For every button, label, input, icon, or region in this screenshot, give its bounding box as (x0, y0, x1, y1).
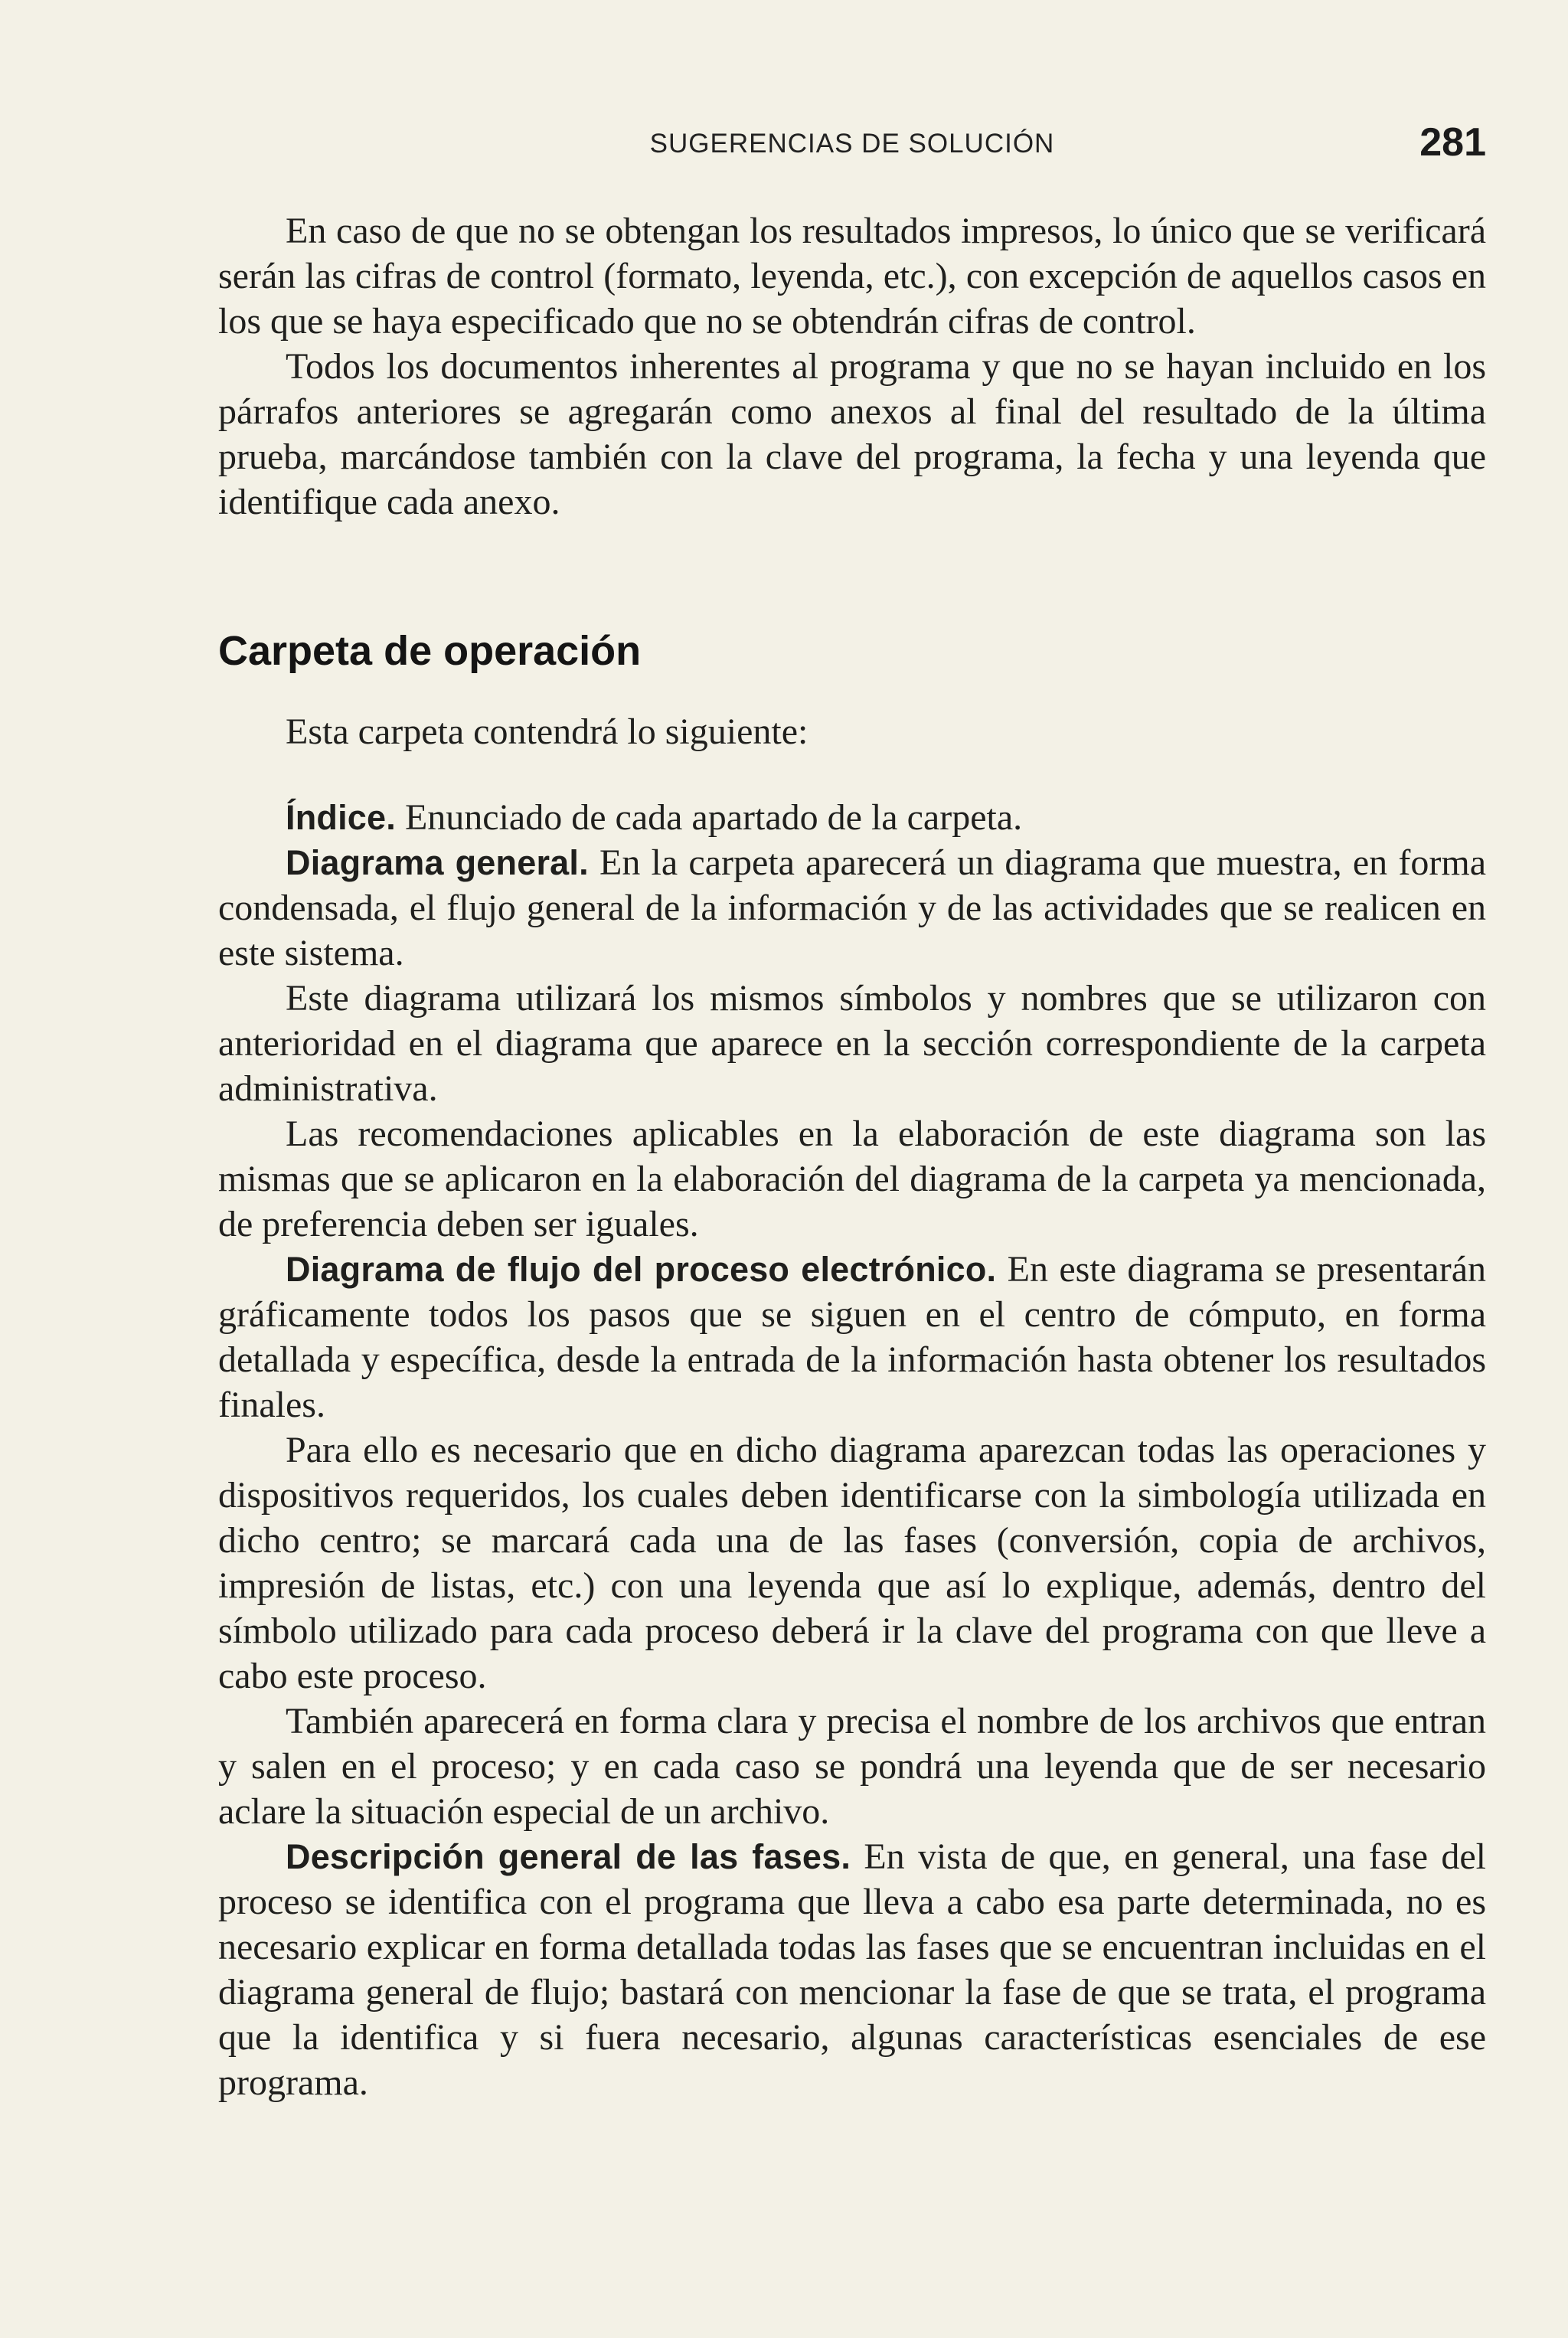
item-indice (218, 795, 1486, 840)
item-diagrama-flujo (218, 1247, 1486, 1427)
section-intro: Esta carpeta contendrá lo siguiente: (286, 711, 808, 752)
item-diagrama-flujo-term: Diagrama de flujo del proceso electrónico. (286, 1250, 997, 1289)
item-indice-text: Enunciado de cada apartado de la carpeta. (395, 797, 1023, 838)
paragraph-diagram-recommendations: Las recomendaciones aplicables en la elaboración de este diagrama son las mismas que se aplicaron en la elaboración del diagrama de la carpeta ya mencionada, de preferencia deben ser iguales. (218, 1113, 1486, 1244)
paragraph-diagram-symbols: Este diagrama utilizará los mismos símbolos y nombres que se utilizaron con anterioridad en el diagrama que aparece en la sección correspondiente de la carpeta administrativa. (218, 978, 1486, 1109)
item-diagrama-general-term: Diagrama general. (286, 843, 589, 882)
paragraph-before-1: En caso de que no se obtengan los resultados impresos, lo único que se verificará serán las cifras de control (formato, leyenda, etc.), con excepción de aquellos casos en los que se haya especificado que no se obtendrán cifras de control. (218, 211, 1486, 342)
running-title: SUGERENCIAS DE SOLUCIÓN (649, 129, 1055, 159)
item-diagrama-general (218, 840, 1486, 976)
paragraph-operations-devices: Para ello es necesario que en dicho diagrama aparezcan todas las operaciones y dispositivos requeridos, los cuales deben identificarse con la simbología utilizada en dicho centro; se marcará cada una de las fases (conversión, copia de archivos, impresión de listas, etc.) con una leyenda que así lo explique, además, dentro del símbolo utilizado para cada proceso deberá ir la clave del programa con que lleve a cabo este proceso. (218, 1430, 1486, 1696)
item-diagrama-general-text: En la carpeta aparecerá un diagrama que muestra, en forma condensada, el flujo general de la información y de las actividades que se realicen en este sistema. (218, 842, 1487, 973)
item-descripcion-fases-text: En vista de que, en general, una fase del proceso se identifica con el programa que lleva a cabo esa parte determinada, no es necesario explicar en forma detallada todas las fases que se encuentran incluidas en el diagrama general de flujo; bastará con mencionar la fase de que se trata, el programa que la identifica y si fuera necesario, algunas características esenciales de ese programa. (218, 1836, 1486, 2103)
section-heading: Carpeta de operación (218, 628, 642, 674)
page-body (218, 208, 1486, 2105)
item-diagrama-flujo-text: En este diagrama se presentarán gráficamente todos los pasos que se siguen en el centro de cómputo, en forma detallada y específica, desde la entrada de la información hasta obtener los resultados finales. (218, 1249, 1486, 1425)
paragraph-files: También aparecerá en forma clara y precisa el nombre de los archivos que entran y salen en el proceso; y en cada caso se pondrá una leyenda que de ser necesario aclare la situación especial de un archivo. (218, 1701, 1486, 1832)
item-indice-term: Índice. (286, 798, 396, 837)
item-descripcion-fases-term: Descripción general de las fases. (286, 1837, 851, 1876)
item-descripcion-fases (218, 1834, 1486, 2105)
page-number: 281 (1419, 120, 1486, 165)
paragraph-before-2: Todos los documentos inherentes al programa y que no se hayan incluido en los párrafos anteriores se agregarán como anexos al final del resultado de la última prueba, marcándose también con la clave del programa, la fecha y una leyenda que identifique cada anexo. (218, 346, 1486, 522)
running-header (218, 120, 1486, 165)
